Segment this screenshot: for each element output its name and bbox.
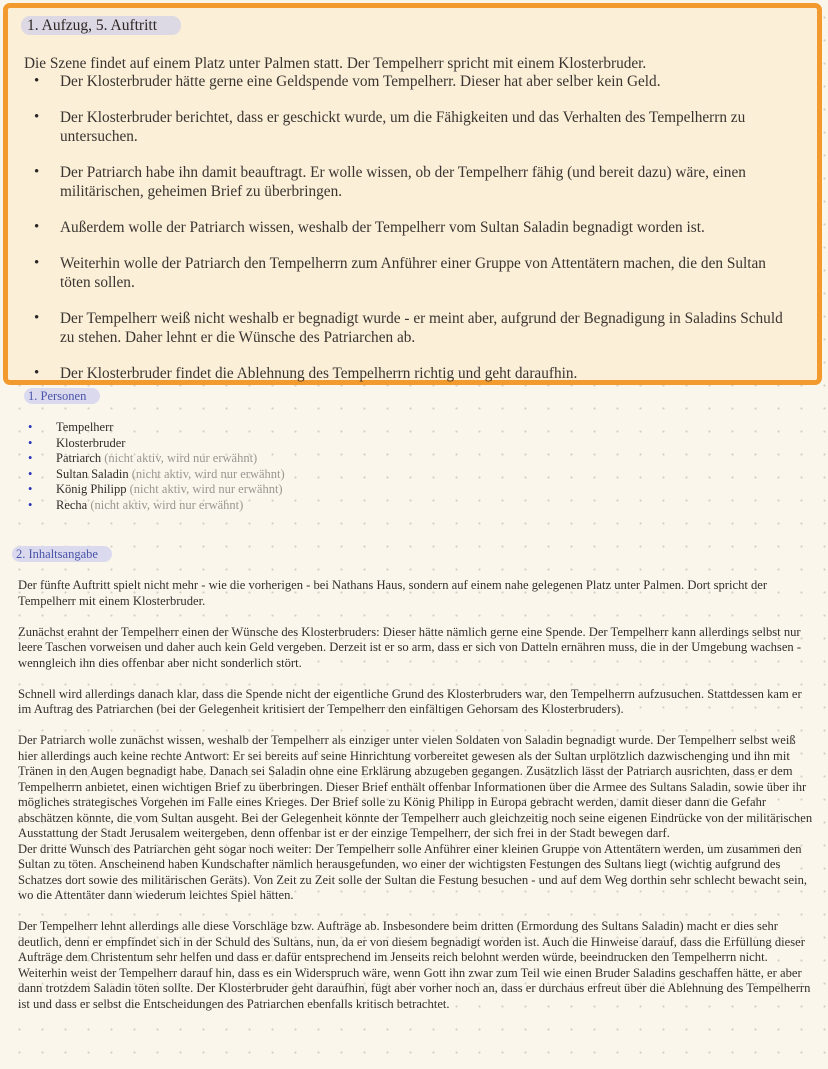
summary-bullet: • Der Klosterbruder findet die Ablehnung des Tempelherrn richtig und geht daraufhin. (26, 364, 786, 383)
summary-bullet: • Der Klosterbruder berichtet, dass er geschickt wurde, um die Fähigkeiten und das Verhalten des Tempelherrn zu untersuchen. (26, 108, 786, 146)
person-name: Sultan Saladin (56, 466, 129, 481)
summary-bullet: • Der Patriarch habe ihn damit beauftragt. Er wolle wissen, ob der Tempelherr fähig (und bereit dazu) wäre, einen militärischen, geheimen Brief zu überbringen. (26, 163, 786, 201)
content-paragraph: Zunächst erahnt der Tempelherr einen der Wünsche des Klosterbruders: Dieser hätte nämlich gerne eine Spende. Der Tempelherr kann allerdings selbst nur leere Taschen vorweisen und daher auch kein Geld vergeben. Derzeit ist er so arm, dass er sich von Datteln ernähren muss, die in der Umgebung wachsen - wenngleich ihn dies offenbar aber nicht sonderlich stört. (18, 624, 802, 670)
summary-bullet-list (26, 72, 786, 400)
person-note: (nicht aktiv, wird nur erwähnt) (90, 497, 244, 512)
person-note: (nicht aktiv, wird nur erwähnt) (131, 466, 285, 481)
person-name: Recha (56, 497, 88, 512)
person-item (28, 420, 285, 436)
content-paragraph: Schnell wird allerdings danach klar, dass die Spende nicht der eigentliche Grund des Klosterbruders war, den Tempelherrn aufzusuchen. Stattdessen kam er im Auftrag des Patriarchen (bei der Gelegenheit kritisiert der Tempelherr den einfältigen Gehorsam des Klosterbruders). (18, 686, 802, 716)
content-paragraph: Der Patriarch wolle zunächst wissen, weshalb der Tempelherr als einziger unter vielen Soldaten von Saladin begnadigt wurde. Der Tempelherr selbst weiß hier allerdings auch keine rechte Antwort: Er sei bereits auf seine Hinrichtung vorbereitet gewesen als der Sultan urplötzlich dazwischenging und ihn mit Tränen in den Augen begnadigt habe. Danach sei Saladin ohne eine Erklärung abzugeben gegangen. Zusätzlich lässt der Patriarch ausrichten, dass er dem Tempelherrn anbietet, einen wichtigen Brief zu überbringen. Dieser Brief enthält offenbar Informationen über die Armee des Sultans Saladin, sowie über ihr mögliches strategisches Vorgehen im Falle eines Krieges. Der Brief solle zu König Philipp in Europa gebracht werden, damit dieser dann die Gefahr abschätzen könnte, die vom Sultan ausgeht. Bei der Gelegenheit könnte der Tempelherr auch gleichzeitig noch seine eigenen Eindrücke von der militärischen Ausstattung der Stadt Jerusalem weitergeben, denn offenbar ist er der einzige Tempelherr, der sich frei in der Stadt bewegen darf. Der dritte Wunsch des Patriarchen geht sogar noch weiter: Der Tempelherr solle Anführer einer kleinen Gruppe von Attentätern werden, um zusammen den Sultan zu töten. Anscheinend haben Kundschafter nämlich herausgefunden, wo einer der wichtigsten Festungen des Sultans liegt (wichtig aufgrund des Schatzes dort sowie des militärischen Geräts). Von Zeit zu Zeit solle der Sultan die Festung besuchen - und auf dem Weg dorthin sehr schlecht bewacht sein, wo die Attentäter dann wiederum leichtes Spiel hätten. (18, 733, 813, 902)
summary-bullet: • Der Tempelherr weiß nicht weshalb er begnadigt wurde - er meint aber, aufgrund der Begnadigung in Saladins Schuld zu stehen. Daher lehnt er die Wünsche des Patriarchen ab. (26, 309, 786, 347)
summary-bullet: • Außerdem wolle der Patriarch wissen, weshalb der Tempelherr vom Sultan Saladin begnadigt worden ist. (26, 218, 786, 237)
person-item (28, 436, 285, 452)
summary-bullet: • Der Klosterbruder hätte gerne eine Geldspende vom Tempelherr. Dieser hat aber selber kein Geld. (26, 72, 786, 91)
summary-heading: 1. Aufzug, 5. Auftritt (21, 16, 181, 35)
content-paragraph: Der fünfte Auftritt spielt nicht mehr - wie die vorherigen - bei Nathans Haus, sondern auf einem nahe gelegenen Platz unter Palmen. Dort spricht der Tempelherr mit einem Klosterbruder. (18, 578, 768, 608)
content-heading: 2. Inhaltsangabe (12, 546, 112, 562)
person-name: Klosterbruder (56, 435, 126, 450)
content-paragraph: Der Tempelherr lehnt allerdings alle diese Vorschläge bzw. Aufträge ab. Insbesondere beim dritten (Ermordung des Sultans Saladin) macht er dies sehr deutlich, denn er empfindet sich in der Schuld des Sultans, nun, da er von diesem begnadigt worden ist. Auch die Hinweise darauf, dass die Erfüllung dieser Aufträge dem Christentum sehr helfen und dass er dafür entsprechend im Jenseits reich belohnt werden würde, beeindrucken den Tempelherrn nicht. Weiterhin weist der Tempelherr darauf hin, dass es ein Widerspruch wäre, wenn Gott ihn zwar zum Teil wie einen Bruder Saladins geschaffen hätte, er aber dann trotzdem Saladin töten sollte. Der Klosterbruder geht daraufhin, fügt aber vorher noch an, dass er durchaus erfreut über die Ablehnung des Tempelherrn ist und dass er selbst die Entscheidungen des Patriarchen ebenfalls kritisch betrachtet. (18, 919, 811, 1011)
person-item (28, 467, 285, 483)
summary-card (3, 3, 822, 385)
person-name: Tempelherr (56, 420, 114, 434)
person-item (28, 498, 285, 514)
person-name: König Philipp (56, 482, 127, 496)
person-name: Patriarch (56, 451, 102, 465)
persons-heading: 1. Personen (24, 388, 100, 404)
persons-list (28, 420, 285, 513)
summary-intro: Die Szene findet auf einem Platz unter Palmen statt. Der Tempelherr spricht mit einem Klosterbruder. (24, 55, 647, 72)
person-note: (nicht aktiv, wird nur erwähnt) (104, 451, 258, 465)
summary-bullet: • Weiterhin wolle der Patriarch den Tempelherrn zum Anführer einer Gruppe von Attentätern machen, die den Sultan töten sollen. (26, 254, 786, 292)
person-note: (nicht aktiv, wird nur erwähnt) (129, 482, 283, 496)
person-item (28, 482, 285, 498)
person-item (28, 451, 285, 467)
content-body (18, 578, 818, 1028)
